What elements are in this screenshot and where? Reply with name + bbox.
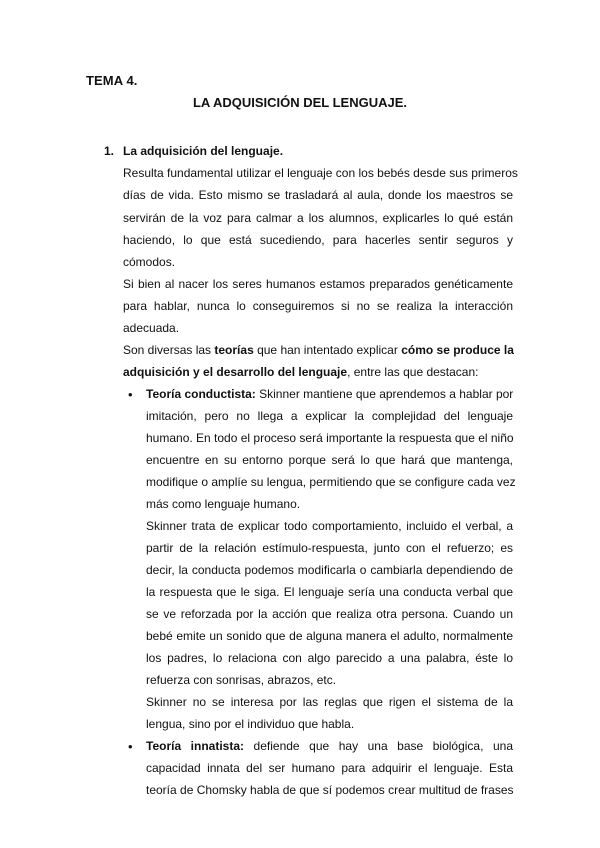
bullet-item-heading: Teoría conductista: Skinner mantiene que aprendemos a hablar por: [146, 387, 514, 401]
paragraph-line: más como lenguaje humano.: [146, 497, 301, 511]
paragraph-line: bebé emite un sonido que de alguna manera el adulto, normalmente: [146, 629, 513, 643]
paragraph-line: adecuada.: [123, 321, 180, 335]
bold-text: adquisición y el desarrollo del lenguaje: [123, 365, 348, 379]
bold-text: Teoría innatista:: [146, 739, 245, 753]
paragraph-line: Skinner no se interesa por las reglas que rigen el sistema de la: [146, 695, 513, 709]
paragraph-line: encuentre en su entorno porque será lo que hará que mantenga,: [146, 453, 513, 467]
paragraph-line: adquisición y el desarrollo del lenguaje, entre las que destacan:: [123, 365, 479, 379]
paragraph-line: humano. En todo el proceso será importante la respuesta que el niño: [146, 431, 514, 445]
paragraph-line: servirán de la voz para calmar a los alumnos, explicarles lo qué están: [123, 211, 513, 225]
bold-text: Teoría conductista:: [146, 387, 256, 401]
paragraph-line: Son diversas las teorías que han intentado explicar cómo se produce la: [123, 343, 514, 357]
paragraph-line: días de vida. Esto mismo se trasladará al aula, donde los maestros se: [123, 188, 513, 202]
bullet-item-heading: Teoría innatista: defiende que hay una base biológica, una: [146, 739, 514, 753]
paragraph-line: decir, la conducta podemos modificarla o cambiarla dependiendo de: [146, 563, 513, 577]
paragraph-line: cómodos.: [123, 255, 176, 269]
paragraph-line: lengua, sino por el individuo que habla.: [146, 717, 355, 731]
bold-text: cómo se produce la: [401, 343, 514, 357]
paragraph-line: los padres, lo relaciona con algo parecido a una palabra, éste lo: [146, 651, 513, 665]
bullet-icon: •: [128, 739, 133, 754]
paragraph-line: capacidad innata del ser humano para adquirir el lenguaje. Esta: [146, 761, 513, 775]
paragraph-line: Resulta fundamental utilizar el lenguaje con los bebés desde sus primeros: [123, 166, 518, 180]
paragraph-line: Si bien al nacer los seres humanos estamos preparados genéticamente: [123, 277, 513, 291]
paragraph-line: modifique o amplíe su lengua, permitiendo que se configure cada vez: [146, 475, 516, 489]
paragraph-line: para hablar, nunca lo conseguiremos si no se realiza la interacción: [123, 299, 513, 313]
paragraph-line: la respuesta que le siga. El lenguaje sería una conducta verbal que: [146, 585, 513, 599]
paragraph-line: haciendo, lo que está sucediendo, para hacerles sentir seguros y: [123, 233, 513, 247]
section-number: 1.: [104, 144, 115, 158]
paragraph-line: teoría de Chomsky habla de que sí podemos crear multitud de frases: [146, 783, 514, 797]
bold-text: teorías: [214, 343, 254, 357]
paragraph-line: se ve reforzada por la acción que realiza otra persona. Cuando un: [146, 607, 513, 621]
paragraph-line: refuerza con sonrisas, abrazos, etc.: [146, 673, 337, 687]
chapter-label: TEMA 4.: [86, 73, 138, 88]
section-title: La adquisición del lenguaje.: [123, 144, 284, 158]
paragraph-line: Skinner trata de explicar todo comportamiento, incluido el verbal, a: [146, 519, 513, 533]
bullet-icon: •: [128, 387, 133, 402]
paragraph-line: partir de la relación estímulo-respuesta, junto con el refuerzo; es: [146, 541, 513, 555]
page-title: LA ADQUISICIÓN DEL LENGUAJE.: [192, 95, 408, 110]
paragraph-line: imitación, pero no llega a explicar la complejidad del lenguaje: [146, 409, 513, 423]
